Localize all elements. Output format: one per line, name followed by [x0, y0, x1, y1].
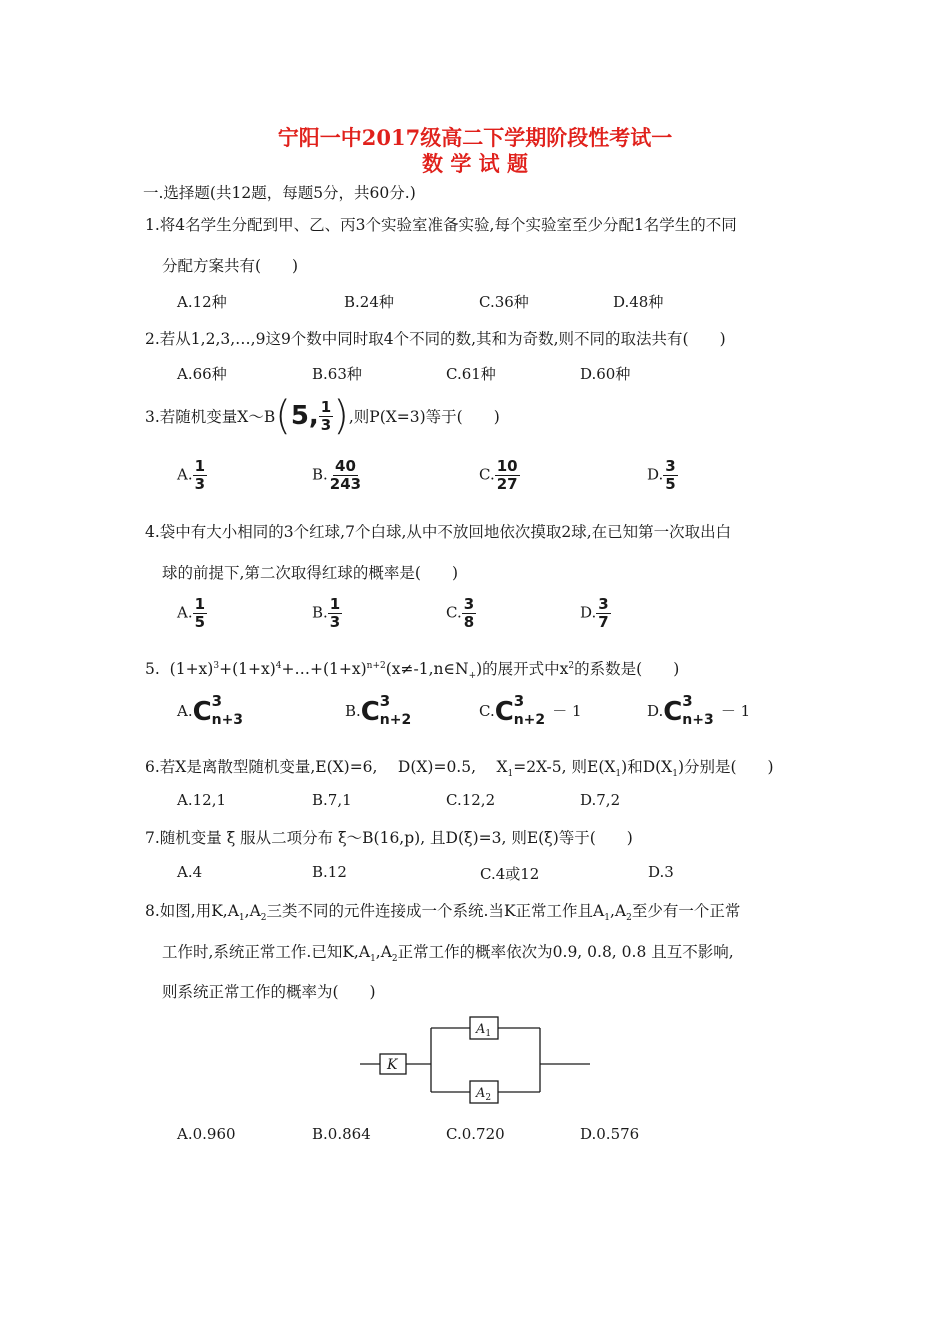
q3-option-c: C. $\frac{10}{27}$: [479, 457, 518, 493]
q3-option-d: D. $\frac{3}{5}$: [647, 457, 676, 493]
q5-option-c: C. C 3 n+2 － 1: [479, 692, 582, 728]
q1-option-c: C.36种: [479, 293, 529, 311]
q4-text-line2: 球的前提下,第二次取得红球的概率是( ): [162, 564, 459, 582]
q6-text: 6.若X是离散型随机变量,E(X)=6, D(X)=0.5, $X_1=2X-5$, 则$E(X_1)$和$D(X_1)$分别是( ): [145, 758, 774, 780]
q6-option-c: C.12,2: [446, 791, 496, 809]
q8-option-c: C.0.720: [446, 1125, 505, 1143]
q1-option-b: B.24种: [344, 293, 394, 311]
k-label: K: [387, 1057, 398, 1073]
q8-option-a: A.0.960: [177, 1125, 236, 1143]
q3-suffix: ,则P(X=3)等于( ): [348, 408, 500, 426]
q2-text: 2.若从1,2,3,…,9这9个数中同时取4个不同的数,其和为奇数,则不同的取法共有( ): [145, 330, 726, 348]
exam-subtitle: 数 学 试 题: [422, 151, 528, 176]
q5-option-d: D. C 3 n+3 － 1: [647, 692, 751, 728]
q3-p-fraction: $\frac{1}{3}$: [320, 397, 332, 434]
q7-option-a: A.4: [177, 863, 203, 881]
section-header: 一.选择题(共12题，每题5分，共60分.): [143, 184, 416, 202]
q1-option-d: D.48种: [613, 293, 664, 311]
q5-option-b: B. C 3 n+2: [345, 692, 412, 728]
q8-text-line1: 8.如图,用$K,A_1,A_2$三类不同的元件连接成一个系统.当K正常工作且$A_1,A_2$至少有一个正常: [145, 902, 741, 924]
q5-option-a: A. C 3 n+3: [177, 692, 244, 728]
q6-option-a: A.12,1: [177, 791, 226, 809]
q8-text-line2: 工作时,系统正常工作.已知$K,A_1,A_2$正常工作的概率依次为0.9, 0.8, 0.8 且互不影响,: [162, 943, 734, 965]
q2-option-d: D.60种: [580, 365, 631, 383]
q6-option-d: D.7,2: [580, 791, 621, 809]
a2-label: $A_2$: [476, 1086, 492, 1103]
q7-text: 7.随机变量 ξ 服从二项分布 ξ～B(16,p), 且D(ξ)=3, 则E(ξ)等于( ): [145, 829, 633, 847]
exam-title: 宁阳一中2017级高二下学期阶段性考试一: [277, 125, 673, 150]
q1-text-line2: 分配方案共有( ): [162, 257, 299, 275]
q3-text: [145, 393, 500, 439]
q7-option-c: C.4或12: [480, 865, 540, 883]
q5-text: 5. $(1+x)^3+(1+x)^4+\dots+(1+x)^{n+2}(x\ne-1,n\in N_+)$的展开式中$x^2$的系数是( ): [145, 660, 680, 682]
q7-option-d: D.3: [648, 863, 674, 881]
q1-option-a: A.12种: [177, 293, 227, 311]
q8-option-d: D.0.576: [580, 1125, 640, 1143]
q3-n: 5,: [290, 401, 319, 431]
q4-text-line1: 4.袋中有大小相同的3个红球,7个白球,从中不放回地依次摸取2球,在已知第一次取出白: [145, 523, 732, 541]
q8-option-b: B.0.864: [312, 1125, 371, 1143]
q7-option-b: B.12: [312, 863, 347, 881]
q4-option-d: D. $\frac{3}{7}$: [580, 595, 609, 631]
q4-option-a: A. $\frac{1}{5}$: [177, 595, 206, 631]
q2-option-a: A.66种: [177, 365, 227, 383]
q3-option-a: A. $\frac{1}{3}$: [177, 457, 206, 493]
circuit-diagram: [355, 1012, 600, 1112]
q1-text-line1: 1.将4名学生分配到甲、乙、丙3个实验室准备实验,每个实验室至少分配1名学生的不同: [145, 216, 737, 234]
a1-label: $A_1$: [476, 1022, 492, 1039]
q4-option-c: C. $\frac{3}{8}$: [446, 595, 475, 631]
q3-option-b: B. $\frac{40}{243}$: [312, 457, 362, 493]
q2-option-b: B.63种: [312, 365, 362, 383]
q3-right-paren: ): [333, 393, 349, 439]
q4-option-b: B. $\frac{1}{3}$: [312, 595, 341, 631]
q8-text-line3: 则系统正常工作的概率为( ): [162, 983, 376, 1001]
q6-option-b: B.7,1: [312, 791, 352, 809]
q2-option-c: C.61种: [446, 365, 496, 383]
q3-left-paren: (: [275, 393, 291, 439]
q3-prefix: 3.若随机变量X～B: [145, 408, 276, 426]
